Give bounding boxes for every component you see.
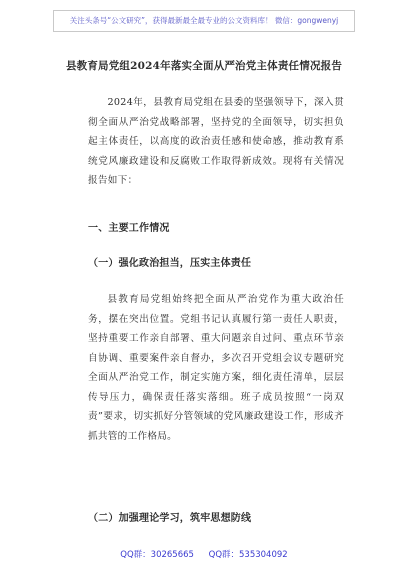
subsection-body-paragraph: 县教育局党组始终把全面从严治党作为重大政治任务，摆在突出位置。党组书记认真履行第一责任人职责，坚持重要工作亲自部署、重大问题亲自过问、重点环节亲自协调、重要案件亲自督办，多次召开党组会议专题研究全面从严治党工作，制定实施方案，细化责任清单，层层传导压力，确保责任落实落细。班子成员按照“一岗双责”要求，切实抓好分管领域的党风廉政建设工作，形成齐抓共管的工作格局。 <box>88 294 344 442</box>
subsection-heading-political-responsibility: （一）强化政治担当，压实主体责任 <box>88 258 252 269</box>
intro-paragraph: 2024年，县教育局党组在县委的坚强领导下，深入贯彻全面从严治党战略部署，坚持党的全面领导，切实担负起主体责任，以高度的政治责任感和使命感，推动教育系统党风廉政建设和反腐败工作取得新成效。现将有关情况报告如下： <box>88 97 344 186</box>
footer-qq-group-1: QQ群：30265665 <box>120 550 194 560</box>
footer-qq-groups <box>0 548 408 560</box>
footer-qq-group-2: QQ群：535304092 <box>208 550 288 560</box>
subsection-heading-theory-study: （二）加强理论学习，筑牢思想防线 <box>88 513 252 524</box>
document-title: 县教育局党组2024年落实全面从严治党主体责任情况报告 <box>65 60 343 72</box>
section-heading-main-work: 一、主要工作情况 <box>88 223 170 234</box>
header-notice-banner: 关注头条号“公文研究”，获得最新最全最专业的公文资料库！ 微信：gongwenyj <box>53 10 355 32</box>
